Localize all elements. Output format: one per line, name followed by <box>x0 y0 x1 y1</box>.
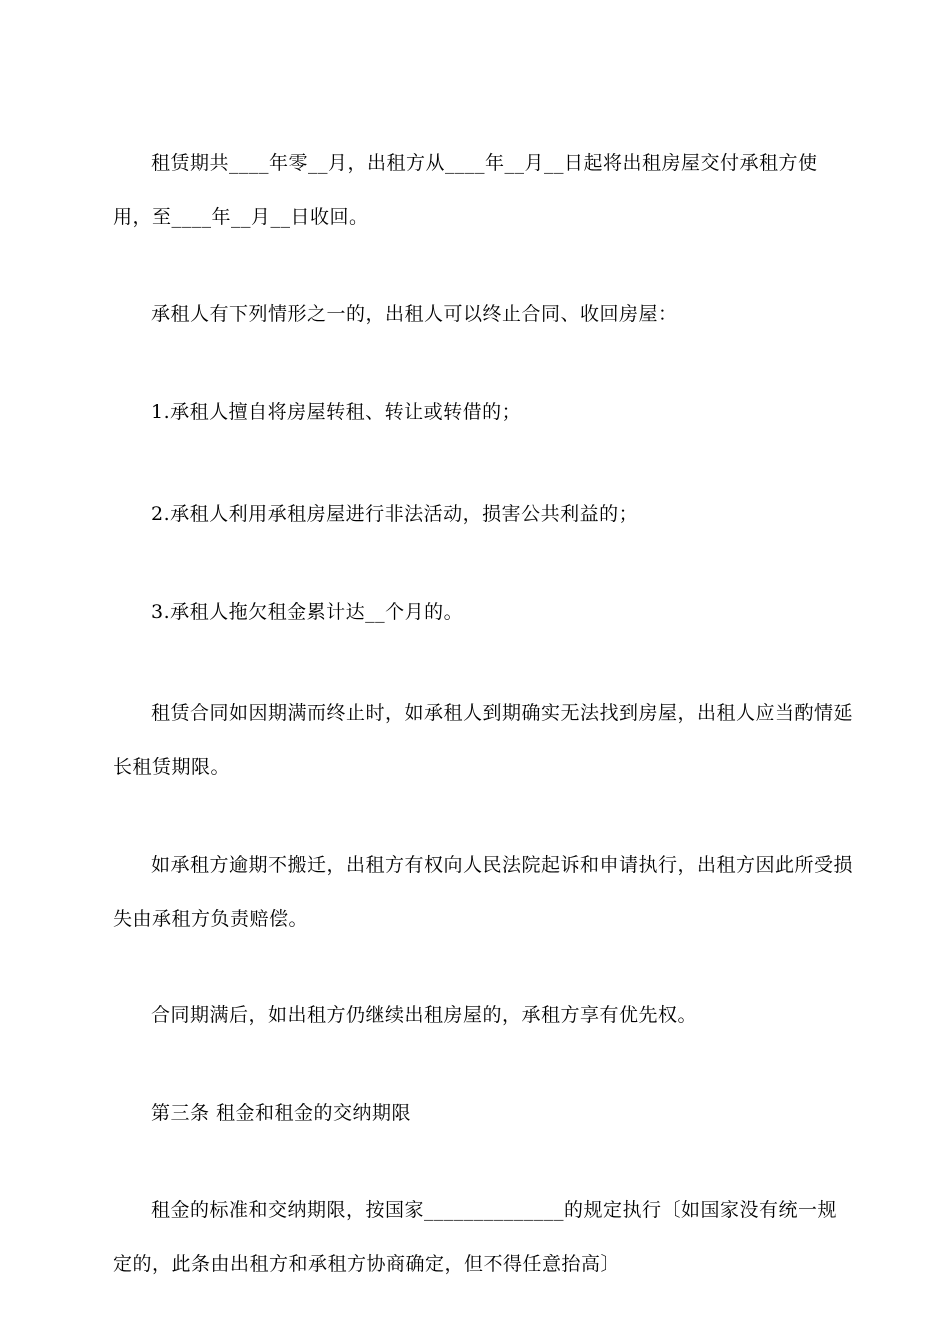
paragraph-rent-standard: 租金的标准和交纳期限，按国家______________的规定执行〔如国家没有统一规定的，此条由出租方和承租方协商确定，但不得任意抬高〕 <box>113 1199 838 1275</box>
list-item-illegal-activity: 2.承租人利用承租房屋进行非法活动，损害公共利益的； <box>151 503 639 525</box>
paragraph-priority-right: 合同期满后，如出租方仍继续出租房屋的，承租方享有优先权。 <box>151 1004 698 1026</box>
list-item-sublease: 1.承租人擅自将房屋转租、转让或转借的； <box>151 401 522 423</box>
paragraph-overdue-move-out: 如承租方逾期不搬迁，出租方有权向人民法院起诉和申请执行，出租方因此所受损失由承租方负责赔偿。 <box>113 854 854 930</box>
paragraph-lease-extension: 租赁合同如因期满而终止时，如承租人到期确实无法找到房屋，出租人应当酌情延长租赁期限。 <box>113 702 854 778</box>
paragraph-termination-conditions: 承租人有下列情形之一的，出租人可以终止合同、收回房屋： <box>151 303 678 325</box>
list-item-rent-arrears: 3.承租人拖欠租金累计达__个月的。 <box>151 601 464 623</box>
section-heading-article-3: 第三条 租金和租金的交纳期限 <box>151 1102 412 1124</box>
paragraph-lease-term: 租赁期共____年零__月，出租方从____年__月__日起将出租房屋交付承租方使用，至____年__月__日收回。 <box>113 152 818 228</box>
